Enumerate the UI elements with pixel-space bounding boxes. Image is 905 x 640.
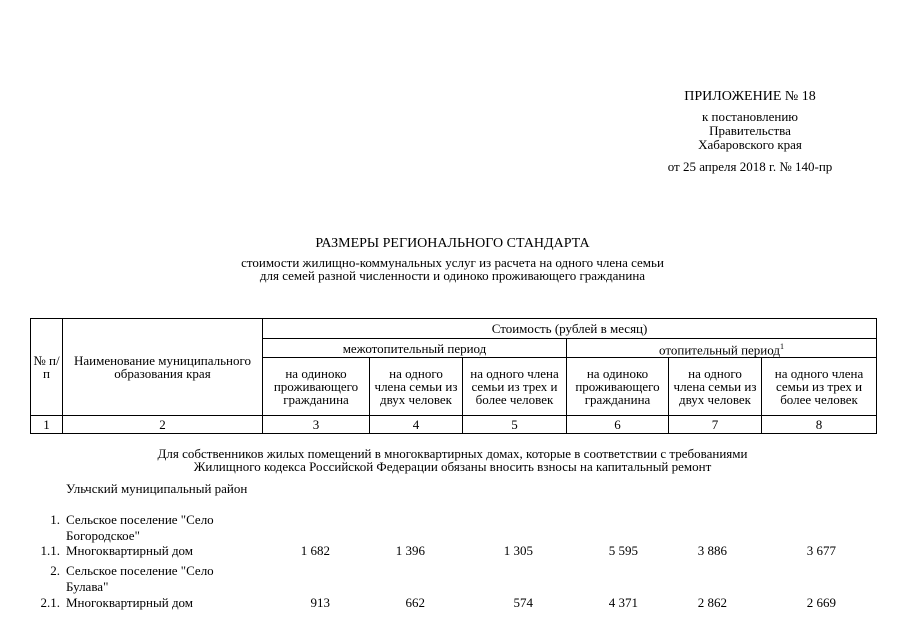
row-value: 3 677 — [806, 543, 836, 558]
header-index: 8 — [762, 416, 877, 434]
appendix-title: ПРИЛОЖЕНИЕ № 18 — [684, 89, 816, 104]
footnote-mark: 1 — [780, 341, 784, 351]
document-subtitle — [0, 256, 905, 282]
appendix-date: от 25 апреля 2018 г. № 140-пр — [667, 159, 833, 174]
document-title: РАЗМЕРЫ РЕГИОНАЛЬНОГО СТАНДАРТА — [315, 236, 590, 251]
row-num: 2.1. — [40, 595, 60, 610]
appendix-line-3: Хабаровского края — [698, 137, 802, 152]
row-name: Многоквартирный дом — [66, 595, 194, 610]
section-line-1: Для собственников жилых помещений в многоквартирных домах, которые в соответствии с требованиями — [157, 446, 748, 461]
header-cost: Стоимость (рублей в месяц) — [263, 319, 877, 339]
header-num: № п/п — [31, 319, 63, 416]
header-col-three: на одного члена семьи из трех и более человек — [762, 358, 877, 416]
header-name: Наименование муниципального образования края — [63, 319, 263, 416]
subtitle-line-1: стоимости жилищно-коммунальных услуг из расчета на одного члена семьи — [241, 255, 664, 270]
row-num: 1. — [50, 512, 60, 527]
section-line-2: Жилищного кодекса Российской Федерации обязаны вносить взносы на капитальный ремонт — [193, 459, 712, 474]
header-col-single: на одиноко проживающего гражданина — [263, 358, 370, 416]
appendix-block — [600, 90, 900, 174]
header-col-three: на одного члена семьи из трех и более человек — [463, 358, 567, 416]
row-value: 913 — [310, 595, 330, 610]
subtitle-line-2: для семей разной численности и одиноко проживающего гражданина — [259, 268, 646, 283]
row-value: 3 886 — [697, 543, 727, 558]
header-index: 2 — [63, 416, 263, 434]
header-col-two: на одного члена семьи из двух человек — [370, 358, 463, 416]
header-index: 3 — [263, 416, 370, 434]
row-name: Ульчский муниципальный район — [66, 481, 248, 496]
row-name: Многоквартирный дом — [66, 543, 194, 558]
header-table — [30, 318, 877, 434]
row-value: 1 396 — [395, 543, 425, 558]
row-name: Сельское поселение "Село Булава" — [66, 563, 214, 594]
header-index: 5 — [463, 416, 567, 434]
header-index: 4 — [370, 416, 463, 434]
row-value: 4 371 — [608, 595, 638, 610]
section-heading — [0, 447, 905, 473]
header-col-single: на одиноко проживающего гражданина — [567, 358, 669, 416]
row-value: 574 — [513, 595, 533, 610]
row-value: 1 682 — [300, 543, 330, 558]
row-value: 2 669 — [806, 595, 836, 610]
row-value: 662 — [405, 595, 425, 610]
header-period-heat — [567, 339, 877, 358]
row-value: 1 305 — [503, 543, 533, 558]
header-col-two: на одного члена семьи из двух человек — [669, 358, 762, 416]
row-value: 2 862 — [697, 595, 727, 610]
appendix-line-2: Правительства — [709, 123, 791, 138]
header-index: 6 — [567, 416, 669, 434]
header-period-heat-label: отопительный период — [659, 342, 780, 358]
header-index: 1 — [31, 416, 63, 434]
row-num: 1.1. — [40, 543, 60, 558]
header-index: 7 — [669, 416, 762, 434]
appendix-line-1: к постановлению — [701, 109, 799, 124]
row-num: 2. — [50, 563, 60, 578]
row-value: 5 595 — [608, 543, 638, 558]
header-period-off: межотопительный период — [263, 339, 567, 358]
row-name: Сельское поселение "Село Богородское" — [66, 512, 214, 543]
